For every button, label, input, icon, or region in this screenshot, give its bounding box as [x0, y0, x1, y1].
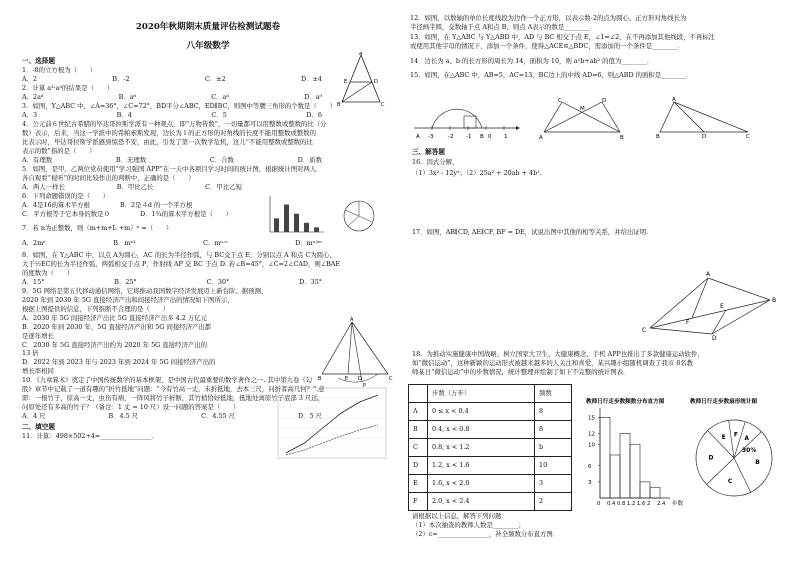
- table-row: [409, 493, 572, 511]
- q17-label-c: C: [642, 327, 647, 334]
- q9-option-b-cont: 是逐年增长: [22, 331, 54, 340]
- q17-parallelogram-figure: [640, 268, 780, 340]
- numberline-label-1: 1: [504, 134, 508, 140]
- pie-chart: [696, 420, 772, 496]
- q15-label-b: B: [656, 134, 660, 138]
- q13-line-1: 13．如图，在 Y△ABC 与 Y△ABD 中，AD 与 BC 相交于点 E，∠1=∠2，在不再添加其他线段，不再标注: [410, 33, 716, 42]
- numberline-label-neg3: -3: [428, 134, 434, 140]
- histogram-y-tick-label: 6: [588, 463, 592, 470]
- q5-bar: [284, 205, 289, 232]
- q1-option-d[interactable]: D．±4: [301, 75, 322, 84]
- q3-label-c: C: [381, 102, 385, 107]
- q13-label-m: M: [580, 106, 585, 112]
- histogram-x-tick-label: 2.4: [657, 501, 666, 507]
- histogram-x-tick-label: 0: [597, 501, 601, 507]
- q3-label-b: B: [337, 102, 341, 107]
- q8-label-a: A: [350, 317, 354, 323]
- pie-slice-label: C: [727, 478, 733, 486]
- q5-options: [22, 183, 242, 191]
- q8-label-e: E: [345, 376, 349, 382]
- table-cell: B: [409, 421, 428, 439]
- q10-line-1: 10．《九章算术》奠定了中国传统数学的基本框架，是中国古代最重要的数学著作之一. 其中第九卷《勾: [22, 376, 313, 385]
- q5-bar: [274, 218, 279, 232]
- histogram-x-tick-label: 1.6: [637, 501, 646, 507]
- q9-indirect-output-line: [286, 395, 378, 453]
- q15-triangle-figure: [654, 96, 754, 138]
- q3-option-a[interactable]: A．3: [22, 111, 38, 120]
- table-cell: 3: [535, 475, 572, 493]
- q6-option-d[interactable]: D．1¾的算术平方根是（ ）: [139, 209, 233, 218]
- q1-option-a[interactable]: A．2: [22, 75, 38, 84]
- pie-title: 教师日行走步数扇形统计图: [690, 399, 758, 405]
- table-cell: 2.0, x < 2.4: [428, 493, 535, 511]
- q15-label-c: C: [746, 134, 750, 138]
- q18-questions: [412, 512, 772, 539]
- q3-label-d: D: [374, 79, 378, 85]
- q4-line-1: 4．公元前６世纪古希腊的毕达哥拉斯学派有一种观点，即“万物皆数”，一切量都可以用整数或整数的比（分: [22, 120, 327, 129]
- q8-construction-figure: [318, 316, 394, 388]
- q4-option-b[interactable]: B．无理数: [115, 155, 147, 164]
- q7-stem: 7．若 n为正整数，则（m+m+L +m）ⁿ =（ ）: [22, 224, 173, 233]
- q3-triangle-figure: [336, 52, 386, 107]
- q5-bar: [314, 227, 319, 232]
- q18-part-1: （1）本次抽查的教师人数是________；: [412, 520, 525, 529]
- pie-slice-label: D: [708, 454, 714, 462]
- section-fill-heading: 二、填空题: [22, 422, 55, 431]
- q5-line-1: 5．如图，是甲、乙两位党员使用“学习强国 APP”在一天中各项目学习时间的统计图，根据统计图对两人: [22, 164, 317, 173]
- q18-charts: [586, 394, 786, 514]
- q10-option-b[interactable]: B．4.5 尺: [108, 412, 139, 421]
- numberline-label-neg1: -1: [466, 134, 472, 140]
- section-answers: [412, 146, 772, 178]
- pie-slice-label: F: [733, 431, 738, 439]
- q7-option-b[interactable]: B．mⁿ²: [113, 238, 136, 247]
- q3-stem: 3．如图，Y△ABC 中，∠A=36°，∠C=72°，BD平分∠ABC，ED∥BC，则图中等腰三角形的个数是（ ）: [22, 102, 337, 111]
- histogram-bar: [600, 417, 610, 498]
- q9-line-1: 9．5G 网络是第五代移动通信网络，它将推动我国数字经济发展迈上新台阶。据预测，: [22, 286, 268, 295]
- q5-option-b[interactable]: B．甲比乙长: [116, 182, 154, 191]
- table-cell: 2: [535, 493, 572, 511]
- q9-option-c[interactable]: C．2030 年 5G 直接经济产出约为 2020 年 5G 直接经济产出的: [22, 340, 208, 349]
- q18-part-2: （2）c=________________，补全频数分布直方图．: [412, 529, 560, 538]
- q8-option-d[interactable]: D．35°: [299, 277, 322, 286]
- q9-line-2: 2020 年到 2030 年 5G 直接经济产出和间接经济产出的情况如下图所示，: [22, 295, 234, 304]
- table-cell: F: [409, 493, 428, 511]
- q9-block: [22, 287, 322, 376]
- pie-slice-edge: [734, 458, 751, 492]
- q17-stem: 17．如图，AB∥CD, AE∥CF, BF = DE，试说出图中其他的相等关系，并给出证明.: [412, 228, 649, 236]
- histogram-x-tick-label: 0.8: [617, 501, 626, 507]
- q6-stem: 6．下列命题错误的是（ ）: [22, 191, 110, 200]
- q5-pie-chart: [344, 201, 374, 231]
- q9-option-c-cont: 13 倍: [22, 349, 39, 358]
- q13-triangles-figure: [538, 96, 628, 140]
- histogram-bar: [650, 487, 660, 498]
- table-header-cell: 频数: [535, 385, 572, 403]
- q17-label-b: B: [772, 297, 777, 304]
- q5-study-time-charts: [264, 192, 384, 238]
- q15-stem: 15．如图，在△ABC 中，AB=5，AC=13，BC边上的中线 AD=6，则△ABD 的面积是________．: [410, 71, 694, 80]
- table-header-row: [409, 385, 572, 403]
- q8-option-c[interactable]: C．30°: [206, 277, 230, 286]
- q10-line-4: 问原处还有多高的竹子？（备注：1 丈 = 10 尺）设一问题的答案是（ ）: [22, 403, 240, 412]
- q7-option-c[interactable]: C．mⁿ·ⁿ: [202, 238, 228, 247]
- table-cell: 0.4, x < 0.8: [428, 421, 535, 439]
- q13-label-b: B: [620, 135, 624, 140]
- q18-frequency-table: [408, 384, 572, 511]
- q16-stem: 16．因式分解，: [412, 157, 459, 166]
- q2-option-d[interactable]: D．a⁹: [304, 93, 322, 102]
- q4-line-3: 比表示时，毕达哥拉斯学派感到惊恐不安，由此，引发了第一次数学危机，这儿“不能用整数或整数的比: [22, 138, 313, 147]
- q4-line-2: 数）表示，后来，当这一学派中的希帕索斯发现，边长为１的正方形的对角线的长度不能用整数或整数的: [22, 129, 316, 138]
- table-row: [409, 421, 572, 439]
- q4-option-c[interactable]: C．合数: [209, 155, 234, 164]
- histogram-x-tick-label: 0.4: [607, 501, 616, 507]
- q10-option-a[interactable]: A．4 尺: [22, 412, 46, 421]
- q6-option-b[interactable]: B．2是４d 的一个平方根: [119, 200, 193, 209]
- exam-subtitle: 八年级数学: [186, 41, 230, 52]
- q5-line-2: 各自观看“视听”的时间比较作出的判断中，正确的是（ ）: [22, 173, 195, 182]
- q4-options: [22, 156, 322, 164]
- q2-options: [22, 93, 322, 101]
- q3-option-b[interactable]: B．4: [116, 111, 132, 120]
- q4-option-a[interactable]: A．有理数: [22, 155, 53, 164]
- q9-option-b[interactable]: B．2020 年到 2030 年，5G 直接经济产出和 5G 间接经济产出都: [22, 322, 212, 331]
- histogram-bar: [610, 455, 620, 498]
- q1-options: [22, 75, 322, 83]
- q17-label-a: A: [706, 271, 711, 278]
- q17-label-e: E: [720, 303, 724, 310]
- q9-option-a[interactable]: A．2030 年 5G 间接经济产出比 5G 直接经济产出多 4.2 万亿元: [22, 313, 208, 322]
- table-cell: 0.8, x < 1.2: [428, 439, 535, 457]
- q18-line-3: 师某日“微信运动”中的步数情况，统计整理并绘制了如下不完整的统计图表．: [412, 367, 630, 376]
- table-cell: 8: [535, 421, 572, 439]
- table-cell: E: [409, 475, 428, 493]
- histogram-y-tick-label: 10: [588, 442, 595, 449]
- q5-bar: [304, 223, 309, 232]
- q8-option-b[interactable]: B．25°: [114, 277, 137, 286]
- q8-label-c: C: [389, 376, 393, 382]
- numberline-label-0: 0: [488, 134, 492, 140]
- pie-slice-label: B: [755, 459, 760, 467]
- q9-direct-output-line: [286, 425, 378, 455]
- table-row: [409, 475, 572, 493]
- q8-line-1: 8．如图，在 Y△ABC 中，以点 A为圆心，AC 的长为半径作弧，与 BC交于点 E，分别以点 A 和点 C为圆心，: [22, 251, 336, 259]
- histogram-bar: [630, 444, 640, 498]
- q12-line-2: 半径画半圆，交数轴于点 A和点 B，则点 A表示的数是________．: [410, 22, 597, 31]
- pie-slice-label: E: [721, 433, 726, 441]
- table-cell: 1.2, x < 1.6: [428, 457, 535, 475]
- q6-option-c[interactable]: C．平方根等于它本身的数是０: [22, 209, 110, 218]
- table-cell: A: [409, 403, 428, 421]
- q3-label-a: A: [359, 52, 363, 57]
- pie-slice-label: A: [744, 434, 749, 442]
- section-choice-heading: 一、选择题: [22, 56, 55, 65]
- numberline-label-b: B: [480, 134, 484, 140]
- histogram-bar: [640, 482, 650, 498]
- q7-option-d[interactable]: D．mⁿ²ᵐ: [295, 238, 322, 247]
- table-cell: 10: [535, 457, 572, 475]
- q7-options: [22, 239, 322, 247]
- table-row: [409, 457, 572, 475]
- table-row: [409, 439, 572, 457]
- q3-options: [22, 111, 322, 119]
- q15-label-a: A: [672, 97, 676, 103]
- q4-option-d[interactable]: D．质数: [297, 155, 322, 164]
- q13-label-d: D: [602, 98, 607, 104]
- q18-block: [412, 350, 784, 377]
- q3-label-e: E: [344, 79, 348, 85]
- right-column: [410, 14, 780, 80]
- q3-option-c[interactable]: C．5: [211, 111, 227, 120]
- q5-option-c[interactable]: C．甲比乙短: [205, 182, 242, 191]
- q16-parts: （1）3x² - 12y²；（2）25a² + 20ab + 4b².: [412, 169, 542, 178]
- histogram-bar: [620, 434, 630, 499]
- histogram-chart: [588, 408, 684, 507]
- q8-line-2: 大于½EC的长为半径作弧，两弧相交于点 P，作射线 AP 交 BC 于点 D. 若∠B=45°，∠C=2∠CAD，则∠BAE: [22, 259, 341, 268]
- q13-label-a: A: [539, 135, 543, 140]
- q17-label-d: D: [712, 335, 717, 340]
- table-cell: C: [409, 439, 428, 457]
- pie-annotation: 30%: [742, 447, 757, 454]
- q2-option-b[interactable]: B．a⁶: [118, 93, 137, 102]
- q18-instructions: 请根据以上信息，解答下列问题：: [412, 512, 508, 520]
- q9-option-d[interactable]: D．2022 年到 2023 年与 2023 年到 2024 年 5G 间接经济产出的: [22, 358, 216, 367]
- q17-label-f: F: [686, 319, 690, 326]
- q10-option-c[interactable]: C．4.55 尺: [201, 412, 236, 421]
- q10-line-2: 股》章节中记载了一道有趣的“折竹抵地”问题：“今有竹高一丈，末折抵地，去本三尺，问折者高几何？”.意: [22, 385, 325, 394]
- table-header-cell: [409, 385, 428, 403]
- q9-5g-output-chart: [272, 384, 390, 466]
- numberline-label-neg2: -2: [448, 134, 454, 140]
- q7-option-a[interactable]: A．2mⁿ: [22, 238, 46, 247]
- table-cell: 8: [535, 403, 572, 421]
- histogram-y-tick-label: 3: [588, 479, 592, 486]
- q5-option-a[interactable]: A．两人一样长: [22, 182, 65, 191]
- q11-stem: 11．计算：498×502+4=________________．: [22, 432, 158, 441]
- q9-option-d-cont: 增长率相同: [22, 367, 54, 376]
- histogram-y-tick-label: 12: [588, 431, 595, 438]
- numberline-label-a: A: [416, 134, 420, 140]
- table-cell: D: [409, 457, 428, 475]
- q8-options: [22, 278, 322, 286]
- histogram-x-tick-label: 1.2: [627, 501, 636, 507]
- table-cell: b: [535, 439, 572, 457]
- q10-option-d[interactable]: D．5 尺: [297, 412, 322, 421]
- q13-label-c: C: [558, 98, 562, 104]
- q8-option-a[interactable]: A．15°: [22, 277, 45, 286]
- q8-line-3: 的度数为（ ）: [22, 268, 74, 277]
- section-answer-heading: 三、解答题: [412, 148, 445, 156]
- q8-label-d: D: [358, 376, 362, 382]
- q5-bar: [294, 214, 299, 232]
- q1-option-b[interactable]: B．-2: [112, 75, 130, 84]
- histogram-x-tick-label: 2: [647, 501, 651, 507]
- q10-line-3: 即：一根竹子，原高一丈，虫伤有病，一阵风将竹子折断，其竹梢恰好抵地，抵地处离原竹子底部 3 尺远，: [22, 394, 325, 403]
- q3-option-d[interactable]: D．6: [306, 111, 322, 120]
- q8-label-b: B: [318, 376, 322, 382]
- q2-option-a[interactable]: A．2a⁶: [22, 93, 44, 102]
- histogram-x-label: 步数: [672, 501, 684, 507]
- histogram-y-tick-label: 15: [588, 415, 595, 422]
- table-header-cell: 步数（万步）: [428, 385, 535, 403]
- q12-line-1: 12．如图，以数轴的单位长度线段为边作一个正方形，以表示数-2的点为圆心、正方形对角线长为: [410, 14, 687, 22]
- histogram-title: 教师日行走步数频数分布直方图: [586, 399, 665, 405]
- q18-line-2: 如“微信运动”，这种新颖的运动形式被越来越多的人关注和喜爱，某兴趣小组随机调查了我市 8名教: [412, 358, 694, 367]
- table-row: [409, 403, 572, 421]
- q1-stem: 1．-8的立方根为（ ）: [22, 66, 97, 75]
- q13-line-2: 或使用其他字母的情况下，添加一个条件，使得△ACE≌△BDC，需添加的一个条件是________．: [410, 42, 685, 51]
- q18-line-1: 18．为推动实施健康中国战略，树立国家大卫生、大健康概念，手机 APP也推出了多款健康运动软件，: [412, 350, 704, 358]
- q1-option-c[interactable]: C．±2: [205, 75, 226, 84]
- q9-line-3: 根据上图提供的信息，下列推断不合理的是（ ）: [22, 304, 169, 313]
- table-cell: 1.6, x < 2.0: [428, 475, 535, 493]
- exam-title: 2020年秋期期末质量评估检测试题卷: [135, 22, 281, 32]
- q15-label-d: D: [702, 134, 707, 138]
- q2-stem: 2．计算 a³·a³的结果是（ ）: [22, 84, 114, 93]
- q12-number-line-figure: [412, 98, 520, 140]
- q8-label-p: P: [363, 383, 367, 388]
- pie-slice-edge: [729, 420, 734, 458]
- q2-option-c[interactable]: C．a⁶: [211, 93, 229, 102]
- table-cell: 0 ≤ x < 0.4: [428, 403, 535, 421]
- q14-stem: 14．边长为 a、b 的长方形的周长为 14，面积为 10，则 a²b+ab² 的值为________．: [410, 56, 654, 65]
- q5-bar-chart: [270, 196, 324, 232]
- q6-option-a[interactable]: A．4是16的算术平方根: [22, 200, 90, 209]
- q4-line-4: 表示的数”指的是（ ）: [22, 146, 96, 155]
